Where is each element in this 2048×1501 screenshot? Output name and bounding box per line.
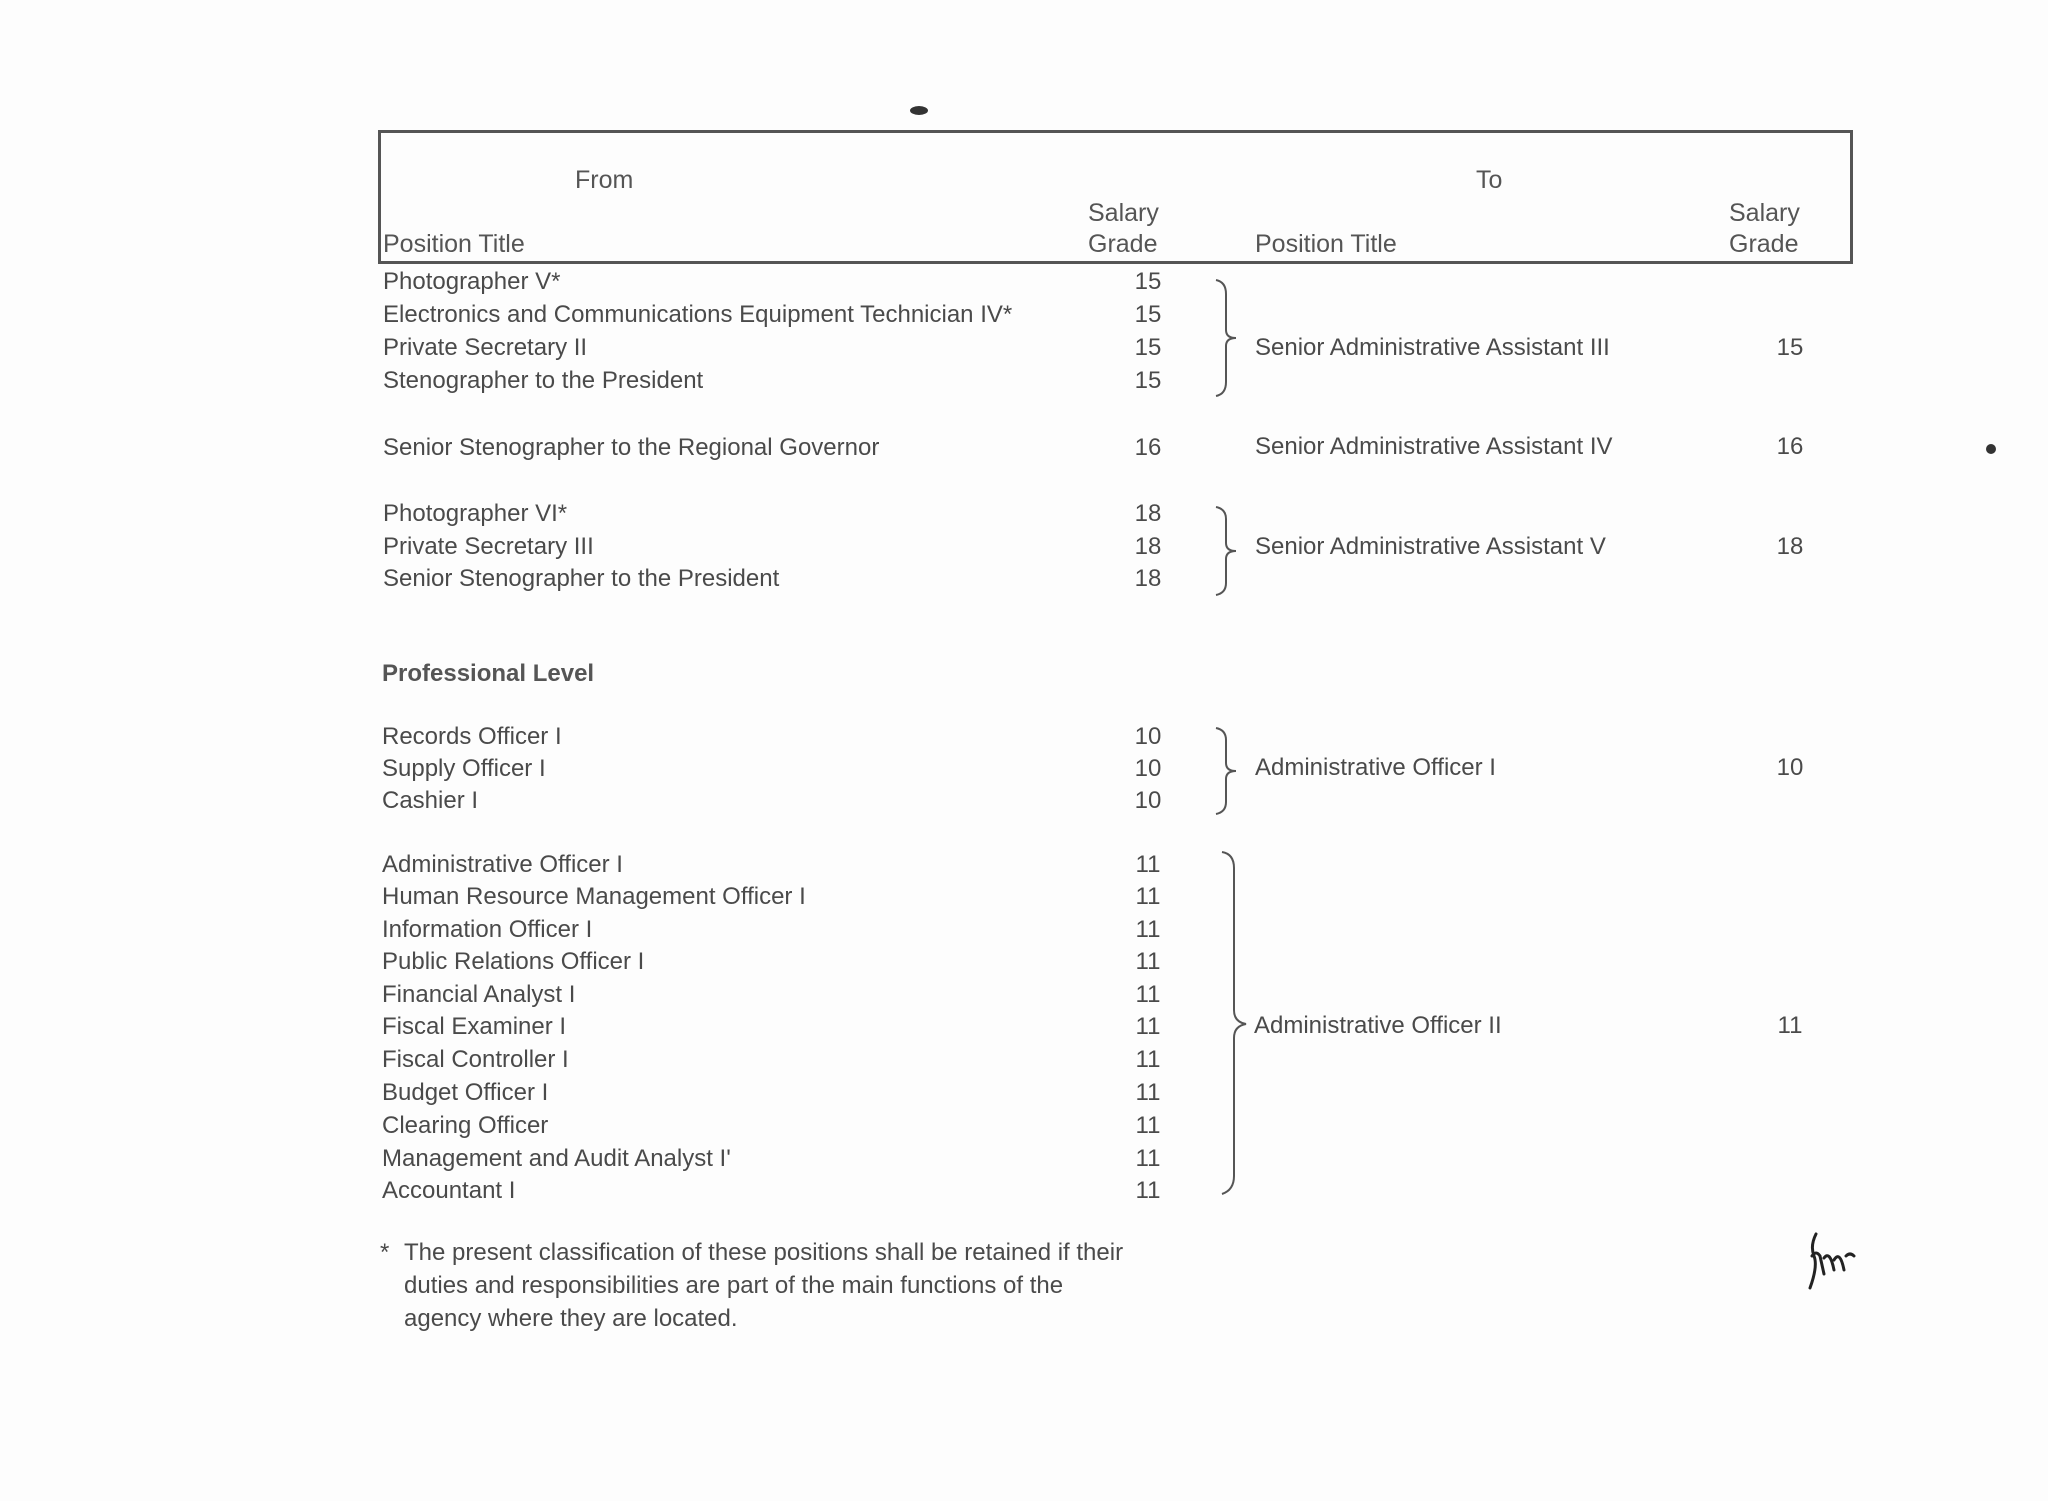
from-position-title: Private Secretary III (383, 533, 594, 560)
grouping-brace (1210, 278, 1240, 398)
grouping-brace (1218, 850, 1250, 1196)
from-salary-grade: 11 (1135, 981, 1161, 1008)
from-salary-grade: 11 (1135, 1046, 1161, 1073)
from-salary-grade: 11 (1135, 883, 1161, 910)
from-salary-header-line2: Grade (1088, 230, 1158, 258)
to-salary-grade: 18 (1776, 533, 1804, 560)
to-salary-header-line2: Grade (1729, 230, 1799, 258)
from-position-title: Stenographer to the President (383, 367, 704, 394)
from-salary-grade: 15 (1134, 367, 1162, 394)
from-salary-grade: 11 (1135, 851, 1161, 878)
to-position-title: Senior Administrative Assistant V (1255, 533, 1606, 560)
to-label: To (1476, 166, 1503, 194)
handwritten-initials (1802, 1226, 1862, 1296)
from-position-title: Senior Stenographer to the President (383, 565, 780, 592)
from-position-title: Records Officer I (382, 723, 562, 750)
to-salary-grade: 10 (1776, 754, 1804, 781)
from-position-title: Information Officer I (382, 916, 593, 943)
from-salary-grade: 10 (1134, 723, 1162, 750)
from-salary-grade: 11 (1135, 1112, 1161, 1139)
from-salary-grade: 11 (1135, 1177, 1161, 1204)
from-label: From (575, 166, 634, 194)
from-position-title: Cashier I (382, 787, 479, 814)
from-position-title: Budget Officer I (382, 1079, 549, 1106)
from-salary-grade: 16 (1134, 434, 1162, 461)
from-salary-grade: 11 (1135, 948, 1161, 975)
to-salary-grade: 15 (1776, 334, 1804, 361)
from-position-title: Accountant I (382, 1177, 516, 1204)
footnote-text: The present classification of these positions shall be retained if their duties and responsibilities are part of the main functions of the agency where they are located. (404, 1239, 1124, 1332)
from-salary-grade: 10 (1134, 787, 1162, 814)
from-salary-grade: 11 (1135, 1013, 1161, 1040)
from-position-title: Public Relations Officer I (382, 948, 645, 975)
from-salary-grade: 18 (1134, 500, 1162, 527)
scan-speck (910, 106, 928, 115)
from-position-title: Financial Analyst I (382, 981, 576, 1008)
to-position-title: Administrative Officer II (1254, 1012, 1502, 1039)
to-position-title: Senior Administrative Assistant III (1255, 334, 1610, 361)
from-salary-grade: 11 (1135, 1079, 1161, 1106)
section-heading: Professional Level (382, 660, 595, 687)
from-position-title: Fiscal Examiner I (382, 1013, 567, 1040)
from-position-title-header: Position Title (383, 230, 525, 258)
to-position-title: Senior Administrative Assistant IV (1255, 433, 1613, 460)
to-position-title-header: Position Title (1255, 230, 1397, 258)
footnote-marker: * (380, 1239, 390, 1266)
from-position-title: Electronics and Communications Equipment Technician IV* (383, 301, 1013, 328)
from-position-title: Photographer V* (383, 268, 561, 295)
grouping-brace (1210, 505, 1240, 597)
from-position-title: Clearing Officer (382, 1112, 549, 1139)
from-salary-grade: 15 (1134, 268, 1162, 295)
grouping-brace (1210, 726, 1240, 816)
from-position-title: Management and Audit Analyst I' (382, 1145, 731, 1172)
from-position-title: Private Secretary II (383, 334, 588, 361)
to-salary-grade: 16 (1776, 433, 1804, 460)
from-salary-grade: 18 (1134, 533, 1162, 560)
from-salary-header-line1: Salary (1088, 199, 1159, 227)
from-position-title: Senior Stenographer to the Regional Governor (383, 434, 880, 461)
from-salary-grade: 18 (1134, 565, 1162, 592)
from-salary-grade: 15 (1134, 301, 1162, 328)
from-position-title: Supply Officer I (382, 755, 546, 782)
from-position-title: Human Resource Management Officer I (382, 883, 806, 910)
from-salary-grade: 11 (1135, 916, 1161, 943)
from-position-title: Administrative Officer I (382, 851, 623, 878)
to-position-title: Administrative Officer I (1255, 754, 1496, 781)
scan-speck (1986, 444, 1996, 454)
to-salary-header-line1: Salary (1729, 199, 1800, 227)
from-salary-grade: 15 (1134, 334, 1162, 361)
footnote (380, 1236, 1200, 1335)
from-salary-grade: 10 (1134, 755, 1162, 782)
from-salary-grade: 11 (1135, 1145, 1161, 1172)
from-position-title: Photographer VI* (383, 500, 568, 527)
to-salary-grade: 11 (1777, 1012, 1803, 1039)
from-position-title: Fiscal Controller I (382, 1046, 569, 1073)
